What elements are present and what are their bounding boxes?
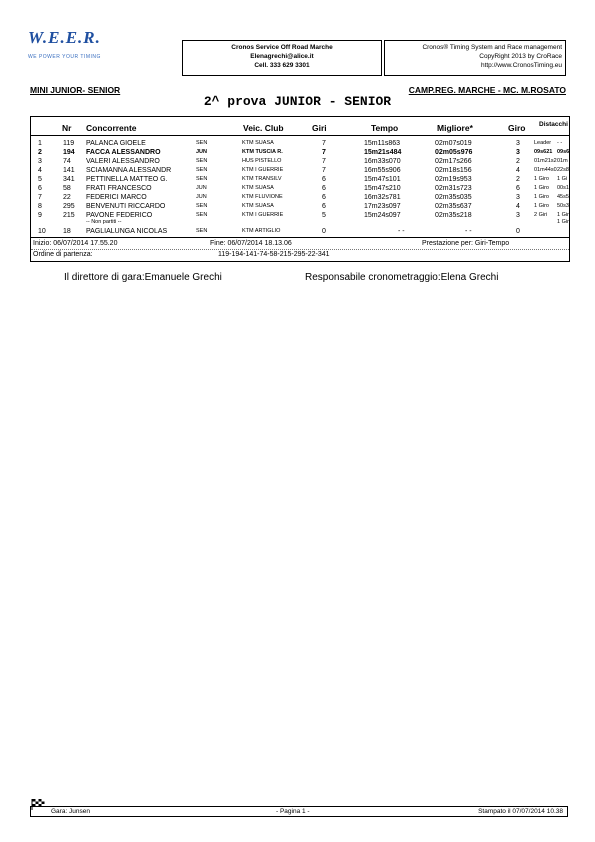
row-club: KTM SUASA: [242, 203, 274, 209]
category-label: MINI JUNIOR- SENIOR: [30, 85, 121, 95]
row-time: 15m24s097: [364, 212, 401, 219]
row-pos: 9: [38, 212, 42, 219]
row-best: 02m17s266: [435, 158, 472, 165]
dns-pos: 10: [38, 228, 46, 235]
table-row: [31, 193, 570, 202]
row-gap1: 2 Giri: [534, 212, 548, 218]
logo-text: W.E.E.R.: [28, 28, 101, 47]
row-gap2: 45s5: [557, 194, 569, 200]
row-gap2: 1 Gir: [557, 212, 569, 218]
championship-label: CAMP.REG. MARCHE - MC. M.ROSATO: [408, 85, 566, 95]
row-gap2: 00s1: [557, 185, 569, 191]
dns-row: [31, 227, 570, 236]
row-pos: 6: [38, 185, 42, 192]
row-name: PETTINELLA MATTEO G.: [86, 176, 168, 183]
row-gap2: 50s3: [557, 203, 569, 209]
row-club: KTM I GUERRIE: [242, 212, 284, 218]
start-order-value: 119-194-141-74-58-215-295-22-341: [218, 251, 330, 258]
row-best: 02m18s156: [435, 167, 472, 174]
row-time: 15m47s101: [364, 176, 401, 183]
row-gap2: - -: [557, 140, 563, 146]
row-gap1: 01m21s2: [534, 158, 557, 164]
table-row: [31, 157, 570, 166]
row-nr: 341: [63, 176, 75, 183]
row-nr: 141: [63, 167, 75, 174]
row-best: 02m07s019: [435, 140, 472, 147]
row-cat: SEN: [196, 140, 208, 146]
row-gap1: 09s621: [534, 149, 553, 155]
row-lap: 2: [516, 176, 520, 183]
row-cat: SEN: [196, 176, 208, 182]
race-code: Gara: Junsen: [51, 808, 91, 815]
row-best: 02m35s035: [435, 194, 472, 201]
results-table: [30, 116, 570, 262]
col-header-vehicle: Veic. Club: [243, 123, 284, 133]
row-club: KTM TRANSILV: [242, 176, 282, 182]
row-nr: 194: [63, 149, 75, 156]
timing-manager: Responsabile cronometraggio:Elena Grechi: [305, 272, 499, 283]
row-pos: 7: [38, 194, 42, 201]
col-header-best: Migliore*: [437, 123, 473, 133]
row-time: 16m55s906: [364, 167, 401, 174]
row-name: FEDERICI MARCO: [86, 194, 147, 201]
row-cat: SEN: [196, 158, 208, 164]
row-name: SCIAMANNA ALESSANDR: [86, 167, 172, 174]
organizer-phone: Cell. 333 629 3301: [254, 62, 310, 69]
table-row: [31, 175, 570, 184]
system-copyright: CopyRight 2013 by CroRace: [479, 53, 562, 60]
row-cat: SEN: [196, 203, 208, 209]
row-name: BENVENUTI RICCARDO: [86, 203, 166, 210]
row-lap: 3: [516, 194, 520, 201]
row-pos: 1: [38, 140, 42, 147]
row-pos: 8: [38, 203, 42, 210]
table-row: [31, 148, 570, 157]
dns-nr: 18: [63, 228, 71, 235]
row-nr: 119: [63, 140, 75, 147]
start-order-row: [31, 250, 570, 259]
col-header-lap: Giro: [508, 123, 526, 133]
start-order-label: Ordine di partenza:: [33, 251, 93, 258]
row-gap1: 1 Giro: [534, 176, 549, 182]
not-started-gap: 1 Gir: [557, 219, 569, 225]
row-gap2: 09s6: [557, 149, 570, 155]
row-nr: 74: [63, 158, 71, 165]
system-box: [384, 40, 566, 76]
organizer-box: [182, 40, 382, 76]
dns-cat: SEN: [196, 228, 208, 234]
col-header-driver: Concorrente: [86, 123, 137, 133]
page-footer: [30, 806, 568, 817]
row-laps: 7: [322, 167, 326, 174]
row-laps: 7: [322, 140, 326, 147]
row-laps: 6: [322, 176, 326, 183]
table-row: [31, 184, 570, 193]
row-nr: 22: [63, 194, 71, 201]
row-lap: 4: [516, 203, 520, 210]
row-name: FRATI FRANCESCO: [86, 185, 152, 192]
organizer-name: Cronos Service Off Road Marche: [231, 44, 333, 51]
row-gap1: Leader: [534, 140, 552, 146]
row-laps: 6: [322, 194, 326, 201]
row-name: PAVONE FEDERICO: [86, 212, 153, 219]
row-cat: SEN: [196, 167, 208, 173]
row-pos: 2: [38, 149, 42, 156]
row-cat: JUN: [196, 185, 207, 191]
row-time: 15m47s210: [364, 185, 401, 192]
header-divider: [31, 135, 569, 136]
row-lap: 4: [516, 167, 520, 174]
row-lap: 3: [516, 149, 520, 156]
row-club: KTM SUASA: [242, 140, 274, 146]
row-cat: JUN: [196, 194, 207, 200]
dns-time: - -: [398, 228, 405, 235]
table-row: [31, 202, 570, 211]
timing-row: [31, 239, 570, 248]
row-pos: 3: [38, 158, 42, 165]
row-cat: SEN: [196, 212, 208, 218]
dns-lap: 0: [516, 228, 520, 235]
row-gap2: 1 Gi: [557, 176, 568, 182]
row-pos: 4: [38, 167, 42, 174]
row-gap1: 01m44s0: [534, 167, 557, 173]
row-laps: 7: [322, 149, 326, 156]
row-pos: 5: [38, 176, 42, 183]
logo-tagline: WE POWER YOUR TIMING: [28, 54, 101, 60]
dns-laps: 0: [322, 228, 326, 235]
col-header-nr: Nr: [62, 123, 72, 133]
system-name: Cronos® Timing System and Race management: [422, 44, 562, 51]
end-time: Fine: 06/07/2014 18.13.06: [210, 240, 292, 247]
performance-label: Prestazione per: Giri-Tempo: [422, 240, 510, 247]
row-gap2: 01m: [557, 158, 568, 164]
row-club: KTM I GUERRIE: [242, 167, 284, 173]
system-url: http://www.CronosTiming.eu: [480, 62, 562, 69]
row-laps: 6: [322, 203, 326, 210]
row-lap: 2: [516, 158, 520, 165]
row-name: FACCA ALESSANDRO: [86, 149, 161, 156]
race-title: 2^ prova JUNIOR - SENIOR: [203, 94, 392, 109]
row-time: 15m11s863: [364, 140, 401, 147]
start-time: Inizio: 06/07/2014 17.55.20: [33, 240, 118, 247]
not-started-row: [31, 218, 570, 227]
footer-divider: [31, 237, 569, 238]
row-lap: 3: [516, 140, 520, 147]
row-time: 16m32s781: [364, 194, 401, 201]
row-club: KTM FLUVIONE: [242, 194, 283, 200]
row-cat: JUN: [196, 149, 208, 155]
print-date: Stampato il 07/07/2014 10.38: [478, 808, 563, 815]
row-time: 17m23s097: [364, 203, 401, 210]
table-row: [31, 139, 570, 148]
row-time: 16m33s070: [364, 158, 401, 165]
row-name: PALANCA GIOELE: [86, 140, 146, 147]
row-best: 02m35s218: [435, 212, 472, 219]
weer-logo: [28, 28, 118, 68]
row-best: 02m19s953: [435, 176, 472, 183]
row-nr: 295: [63, 203, 75, 210]
race-director: Il direttore di gara:Emanuele Grechi: [64, 272, 222, 283]
col-header-laps: Giri: [312, 123, 327, 133]
row-nr: 58: [63, 185, 71, 192]
row-lap: 6: [516, 185, 520, 192]
row-gap1: 1 Giro: [534, 194, 549, 200]
dns-best: - -: [465, 228, 472, 235]
row-gap1: 1 Giro: [534, 185, 549, 191]
row-club: HUS PISTELLO: [242, 158, 282, 164]
row-best: 02m31s723: [435, 185, 472, 192]
organizer-email: Elenagrechi@alice.it: [250, 53, 314, 60]
row-club: KTM TUSCIA R.: [242, 149, 283, 155]
row-best: 02m35s637: [435, 203, 472, 210]
row-lap: 3: [516, 212, 520, 219]
row-laps: 7: [322, 158, 326, 165]
row-gap1: 1 Giro: [534, 203, 549, 209]
row-laps: 5: [322, 212, 326, 219]
page-number: - Pagina 1 -: [276, 808, 310, 815]
table-row: [31, 166, 570, 175]
row-time: 15m21s484: [364, 149, 402, 156]
col-header-gaps: Distacchi: [539, 121, 568, 128]
not-started-label: -- Non partiti --: [86, 219, 122, 225]
row-gap2: 22s8: [557, 167, 569, 173]
dns-name: PAGLIALUNGA NICOLAS: [86, 228, 168, 235]
row-nr: 215: [63, 212, 75, 219]
row-name: VALERI ALESSANDRO: [86, 158, 160, 165]
row-laps: 6: [322, 185, 326, 192]
row-club: KTM SUASA: [242, 185, 274, 191]
col-header-time: Tempo: [371, 123, 399, 133]
row-best: 02m05s976: [435, 149, 473, 156]
dns-club: KTM ARTIGLIO: [242, 228, 281, 234]
